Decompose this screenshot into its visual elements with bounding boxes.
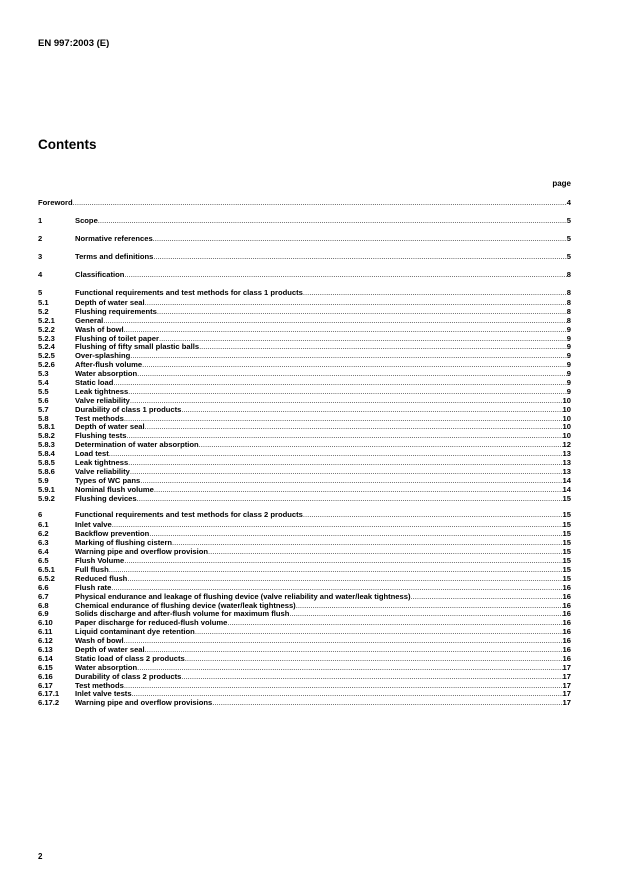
toc-entry-title: Static load <box>75 378 114 388</box>
toc-entry-title: Reduced flush <box>75 573 128 583</box>
toc-dot-leader <box>157 308 567 317</box>
toc-entry[interactable] <box>38 575 571 584</box>
toc-entry-number: 6.12 <box>38 636 53 646</box>
toc-dot-leader <box>153 233 567 245</box>
toc-entry-number: 6.11 <box>38 627 53 637</box>
toc-dot-leader <box>109 566 563 575</box>
toc-entry-page: 12 <box>562 440 571 450</box>
toc-dot-leader <box>199 343 567 352</box>
toc-entry-title: Terms and definitions <box>75 252 154 261</box>
toc-entry-title: Test methods <box>75 413 124 423</box>
toc-entry-page: 9 <box>566 386 571 396</box>
toc-dot-leader <box>113 379 566 388</box>
toc-entry-number: 1 <box>38 216 43 225</box>
toc-dot-leader <box>130 352 566 361</box>
toc-entry-page: 15 <box>562 493 571 503</box>
toc-dot-leader <box>411 593 563 602</box>
toc-dot-leader <box>303 287 567 299</box>
toc-entry-page: 14 <box>562 475 571 485</box>
toc-entry-number: 5.2.1 <box>38 315 55 325</box>
toc-entry-number: 5.2.4 <box>38 342 55 352</box>
toc-entry-number: 5.5 <box>38 386 49 396</box>
toc-entry[interactable] <box>38 269 571 281</box>
toc-entry-title: Foreword <box>38 198 73 207</box>
toc-entry-title: Leak tightness <box>75 386 129 396</box>
toc-entry[interactable] <box>38 197 571 209</box>
toc-entry-title: Water absorption <box>75 369 138 379</box>
toc-dot-leader <box>159 335 567 344</box>
toc-entry-number: 6.4 <box>38 547 49 557</box>
toc-entry-page: 17 <box>562 698 571 708</box>
toc-entry-page: 15 <box>562 556 571 566</box>
toc-entry-page: 5 <box>566 216 571 225</box>
toc-entry-number: 4 <box>38 270 43 279</box>
toc-entry-number: 6.15 <box>38 662 53 672</box>
toc-entry-number: 6.9 <box>38 609 49 619</box>
toc-entry-page: 9 <box>566 351 571 361</box>
toc-entry-page: 5 <box>566 252 571 261</box>
toc-entry-title: Types of WC pans <box>75 475 141 485</box>
toc-entry-number: 6.8 <box>38 600 49 610</box>
toc-dot-leader <box>73 197 567 209</box>
page-column-label: page <box>552 179 571 188</box>
toc-entry-page: 15 <box>562 564 571 574</box>
toc-entry-title: General <box>75 315 104 325</box>
toc-entry-page: 10 <box>562 413 571 423</box>
toc-entry-title: Normative references <box>75 234 153 243</box>
toc-dot-leader <box>140 477 562 486</box>
toc-entry-title: Depth of water seal <box>75 422 145 432</box>
toc-dot-leader <box>124 637 563 646</box>
toc-entry-title: Functional requirements and test methods for class 2 products <box>75 510 303 520</box>
toc-entry-title: Marking of flushing cistern <box>75 538 173 548</box>
toc-entry-number: 6 <box>38 510 43 520</box>
toc-dot-leader <box>124 326 567 335</box>
toc-entry-number: 6.6 <box>38 582 49 592</box>
toc-entry-page: 9 <box>566 342 571 352</box>
toc-dot-leader <box>103 317 566 326</box>
toc-entry-title: Wash of bowl <box>75 324 124 334</box>
toc-entry-number: 6.1 <box>38 520 49 530</box>
toc-entry-title: Determination of water absorption <box>75 440 199 450</box>
toc-entry-title: Depth of water seal <box>75 644 145 654</box>
toc-entry-page: 15 <box>562 520 571 530</box>
toc-dot-leader <box>296 602 563 611</box>
toc-entry-title: Paper discharge for reduced-flush volume <box>75 618 228 628</box>
toc-entry[interactable] <box>38 215 571 227</box>
toc-dot-leader <box>181 673 562 682</box>
toc-entry-page: 13 <box>562 458 571 468</box>
toc-dot-leader <box>154 486 563 495</box>
toc-dot-leader <box>112 521 563 530</box>
toc-entry-page: 8 <box>566 288 571 297</box>
toc-entry[interactable] <box>38 699 571 708</box>
toc-entry-page: 16 <box>562 644 571 654</box>
toc-entry[interactable] <box>38 308 571 317</box>
toc-entry-number: 6.13 <box>38 644 53 654</box>
toc-entry-page: 16 <box>562 627 571 637</box>
toc-dot-leader <box>137 495 563 504</box>
toc-dot-leader <box>149 530 562 539</box>
toc-entry-number: 3 <box>38 252 43 261</box>
toc-entry-page: 15 <box>562 573 571 583</box>
toc-entry-number: 5.2.2 <box>38 324 55 334</box>
toc-entry-page: 8 <box>566 315 571 325</box>
toc-entry-page: 9 <box>566 333 571 343</box>
toc-entry-title: Nominal flush volume <box>75 484 154 494</box>
toc-entry-title: Flush rate <box>75 582 112 592</box>
toc-entry-page: 8 <box>566 306 571 316</box>
toc-entry[interactable] <box>38 251 571 263</box>
toc-entry-title: Durability of class 1 products <box>75 404 182 414</box>
toc-entry-number: 6.5.1 <box>38 564 55 574</box>
toc-entry-title: Full flush <box>75 564 109 574</box>
toc-entry-title: Backflow prevention <box>75 529 150 539</box>
toc-dot-leader <box>124 415 563 424</box>
toc-entry-number: 5.9.2 <box>38 493 55 503</box>
toc-dot-leader <box>124 682 563 691</box>
toc-entry-number: 2 <box>38 234 43 243</box>
toc-entry-title: After-flush volume <box>75 360 143 370</box>
toc-dot-leader <box>185 655 563 664</box>
toc-entry-page: 16 <box>562 653 571 663</box>
toc-dot-leader <box>303 509 563 521</box>
toc-entry-number: 5.3 <box>38 369 49 379</box>
toc-dot-leader <box>130 468 563 477</box>
toc-entry-number: 6.7 <box>38 591 49 601</box>
toc-entry-title: Inlet valve <box>75 520 112 530</box>
toc-entry-page: 10 <box>562 422 571 432</box>
toc-entry-page: 17 <box>562 662 571 672</box>
toc-entry-number: 6.16 <box>38 671 53 681</box>
table-of-contents <box>38 197 571 708</box>
toc-entry-title: Static load of class 2 products <box>75 653 185 663</box>
toc-entry-number: 5.8.4 <box>38 449 55 459</box>
toc-dot-leader <box>98 215 567 227</box>
toc-dot-leader <box>145 299 567 308</box>
toc-entry-number: 6.17 <box>38 680 53 690</box>
toc-entry-page: 10 <box>562 404 571 414</box>
page-number: 2 <box>38 852 43 861</box>
toc-entry-page: 16 <box>562 618 571 628</box>
toc-dot-leader <box>145 423 563 432</box>
toc-entry-page: 16 <box>562 636 571 646</box>
toc-entry-number: 6.2 <box>38 529 49 539</box>
toc-entry-title: Durability of class 2 products <box>75 671 182 681</box>
toc-entry-page: 9 <box>566 324 571 334</box>
document-header: EN 997:2003 (E) <box>38 38 110 49</box>
toc-entry-number: 6.14 <box>38 653 53 663</box>
toc-entry-title: Flushing devices <box>75 493 137 503</box>
toc-entry-page: 9 <box>566 378 571 388</box>
toc-entry-number: 5.2 <box>38 306 49 316</box>
toc-entry-page: 15 <box>562 510 571 520</box>
toc-entry-title: Valve reliability <box>75 466 130 476</box>
toc-entry-title: Physical endurance and leakage of flushing device (valve reliability and water/leak tightness) <box>75 591 411 601</box>
toc-entry-page: 4 <box>566 198 571 207</box>
toc-entry-title: Functional requirements and test methods for class 1 products <box>75 288 303 297</box>
toc-dot-leader <box>153 251 566 263</box>
toc-dot-leader <box>137 370 567 379</box>
toc-entry-title: Scope <box>75 216 98 225</box>
toc-entry-number: 5.8.1 <box>38 422 55 432</box>
toc-entry-number: 6.5 <box>38 556 49 566</box>
toc-dot-leader <box>127 575 562 584</box>
toc-entry-title: Flushing of fifty small plastic balls <box>75 342 200 352</box>
toc-entry-title: Valve reliability <box>75 395 130 405</box>
toc-dot-leader <box>130 397 563 406</box>
toc-entry-page: 5 <box>566 234 571 243</box>
toc-dot-leader <box>145 646 563 655</box>
toc-entry-title: Depth of water seal <box>75 298 145 307</box>
toc-entry-number: 6.3 <box>38 538 49 548</box>
toc-entry[interactable] <box>38 441 571 450</box>
toc-entry-number: 5.9 <box>38 475 49 485</box>
toc-entry-title: Water absorption <box>75 662 138 672</box>
toc-entry-page: 10 <box>562 431 571 441</box>
toc-entry-title: Chemical endurance of flushing device (water/leak tightness) <box>75 600 296 610</box>
toc-entry-number: 6.17.1 <box>38 689 60 699</box>
toc-entry-title: Wash of bowl <box>75 636 124 646</box>
toc-dot-leader <box>181 406 562 415</box>
toc-entry-title: Warning pipe and overflow provision <box>75 547 209 557</box>
toc-entry-title: Over-splashing <box>75 351 131 361</box>
toc-dot-leader <box>172 539 563 548</box>
toc-entry-page: 16 <box>562 591 571 601</box>
toc-entry-number: 5.8.6 <box>38 466 55 476</box>
toc-entry-number: 5 <box>38 288 43 297</box>
toc-entry-page: 16 <box>562 600 571 610</box>
toc-entry-title: Flushing of toilet paper <box>75 333 159 343</box>
toc-entry-page: 9 <box>566 360 571 370</box>
toc-entry-page: 17 <box>562 671 571 681</box>
toc-entry-title: Classification <box>75 270 125 279</box>
toc-entry-page: 15 <box>562 547 571 557</box>
toc-entry-number: 5.9.1 <box>38 484 55 494</box>
toc-dot-leader <box>128 459 562 468</box>
page-title: Contents <box>38 137 97 152</box>
toc-dot-leader <box>195 628 563 637</box>
toc-entry-page: 15 <box>562 529 571 539</box>
toc-entry-number: 5.6 <box>38 395 49 405</box>
toc-dot-leader <box>208 548 563 557</box>
toc-entry[interactable] <box>38 509 571 521</box>
toc-entry-page: 17 <box>562 680 571 690</box>
toc-dot-leader <box>199 441 563 450</box>
toc-entry-title: Solids discharge and after-flush volume for maximum flush <box>75 609 290 619</box>
toc-dot-leader <box>109 450 563 459</box>
toc-entry-page: 8 <box>566 270 571 279</box>
toc-entry-page: 8 <box>566 298 571 307</box>
toc-entry-number: 6.5.2 <box>38 573 55 583</box>
toc-dot-leader <box>124 269 566 281</box>
toc-entry-page: 9 <box>566 369 571 379</box>
toc-entry-number: 5.4 <box>38 378 49 388</box>
toc-entry-number: 5.8.5 <box>38 458 55 468</box>
toc-entry-number: 5.2.3 <box>38 333 55 343</box>
toc-entry-title: Inlet valve tests <box>75 689 132 699</box>
toc-entry-page: 17 <box>562 689 571 699</box>
toc-dot-leader <box>124 557 562 566</box>
toc-entry-page: 10 <box>562 395 571 405</box>
toc-dot-leader <box>227 619 562 628</box>
toc-entry-number: 5.8 <box>38 413 49 423</box>
toc-entry-title: Flush Volume <box>75 556 125 566</box>
toc-entry-title: Flushing requirements <box>75 306 157 316</box>
toc-dot-leader <box>289 610 562 619</box>
toc-dot-leader <box>128 388 567 397</box>
toc-entry-title: Test methods <box>75 680 124 690</box>
toc-dot-leader <box>137 664 562 673</box>
toc-dot-leader <box>142 361 567 370</box>
toc-entry[interactable] <box>38 233 571 245</box>
toc-entry-number: 5.8.2 <box>38 431 55 441</box>
toc-entry-page: 15 <box>562 538 571 548</box>
toc-entry[interactable] <box>38 557 571 566</box>
toc-entry-title: Leak tightness <box>75 458 129 468</box>
toc-entry-number: 6.10 <box>38 618 53 628</box>
toc-entry-number: 5.1 <box>38 298 49 307</box>
toc-entry-title: Warning pipe and overflow provisions <box>75 698 213 708</box>
toc-entry-title: Liquid contaminant dye retention <box>75 627 195 637</box>
toc-entry-page: 13 <box>562 466 571 476</box>
toc-entry-number: 5.7 <box>38 404 49 414</box>
toc-entry-page: 16 <box>562 609 571 619</box>
toc-entry[interactable] <box>38 370 571 379</box>
toc-entry-number: 6.17.2 <box>38 698 60 708</box>
toc-entry[interactable] <box>38 495 571 504</box>
toc-dot-leader <box>212 699 562 708</box>
toc-entry-number: 5.2.5 <box>38 351 55 361</box>
toc-entry-number: 5.2.6 <box>38 360 55 370</box>
toc-entry-page: 14 <box>562 484 571 494</box>
toc-entry-page: 16 <box>562 582 571 592</box>
toc-entry-title: Flushing tests <box>75 431 127 441</box>
toc-entry-title: Load test <box>75 449 109 459</box>
toc-entry-page: 13 <box>562 449 571 459</box>
toc-entry-number: 5.8.3 <box>38 440 55 450</box>
